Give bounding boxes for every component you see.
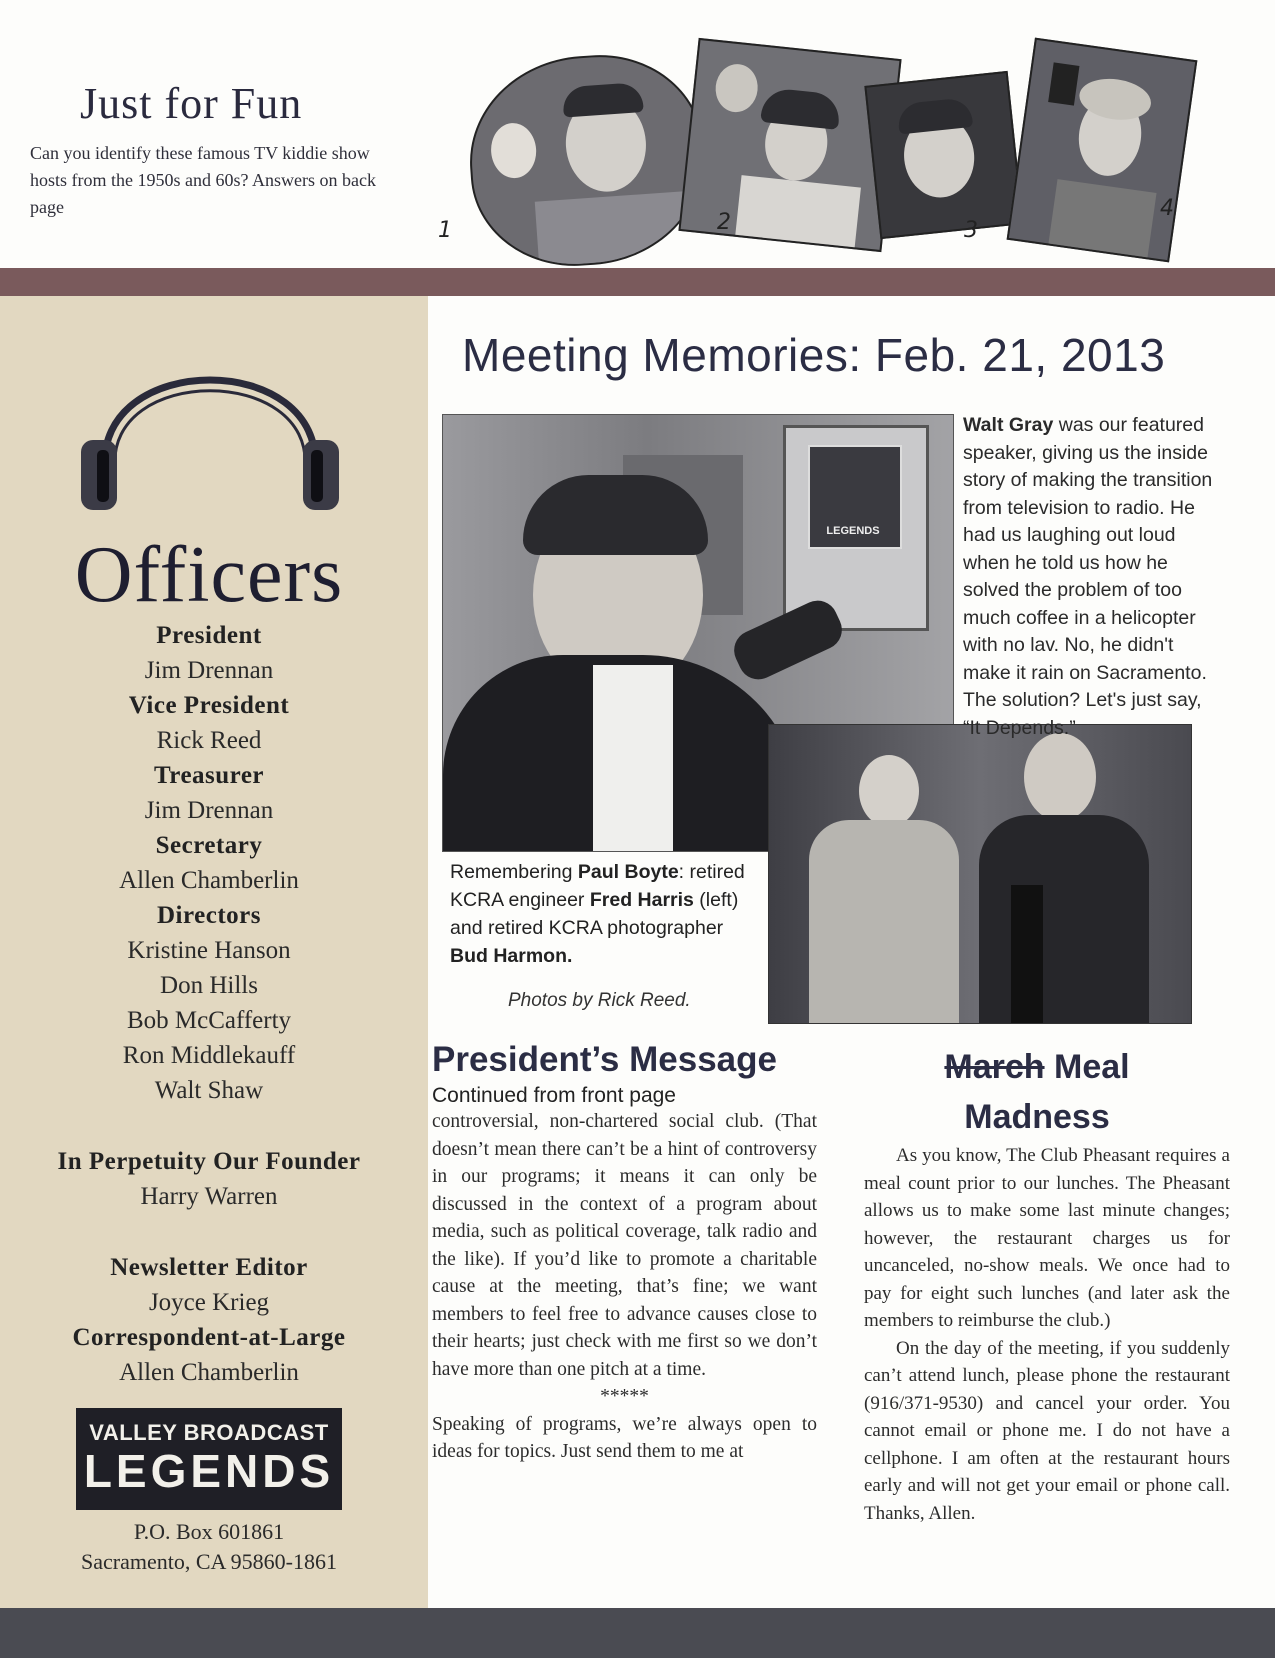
director-name: Walt Shaw xyxy=(154,1077,264,1104)
photo-number-1: 1 xyxy=(438,218,452,243)
valley-broadcast-legends-logo xyxy=(76,1408,342,1510)
meal-paragraph: As you know, The Club Pheasant requires a meal count prior to our lunches. The Pheasant allows us to make some last minute changes; however, the restaurant charges us for uncanceled, no-show meals. We once had to pay for eight such lunches (and later ask the members to reimburse the club.) xyxy=(864,1145,1230,1331)
director-name: Kristine Hanson xyxy=(127,937,291,964)
section-separator: ***** xyxy=(600,1386,649,1407)
photo-number-4: 4 xyxy=(1160,196,1174,221)
correspondent-name: Allen Chamberlin xyxy=(119,1359,299,1386)
walt-gray-paragraph xyxy=(963,412,1218,742)
photo-number-2: 2 xyxy=(717,210,731,235)
director-name: Ron Middlekauff xyxy=(122,1042,296,1069)
correspondent-role: Correspondent-at-Large xyxy=(72,1324,346,1351)
header-divider-bar xyxy=(0,268,1275,296)
director-name: Don Hills xyxy=(160,972,258,999)
host-photo-2 xyxy=(678,38,901,252)
officer-role: President xyxy=(156,622,262,649)
founder-role: In Perpetuity Our Founder xyxy=(57,1148,361,1175)
presidents-message-subtitle: Continued from front page xyxy=(432,1084,676,1107)
caption-name: Paul Boyte xyxy=(577,861,679,883)
meal-title-line-2: Madness xyxy=(964,1098,1110,1136)
officer-name: Rick Reed xyxy=(156,727,262,754)
photo-number-3: 3 xyxy=(964,218,978,243)
speaker-name: Walt Gray xyxy=(963,414,1054,436)
host-photo-3 xyxy=(864,71,1023,239)
officer-name: Allen Chamberlin xyxy=(119,867,299,894)
editor-name: Joyce Krieg xyxy=(148,1289,270,1316)
logo-line-1: VALLEY BROADCAST xyxy=(89,1420,329,1445)
logo-line-2: LEGENDS xyxy=(83,1445,335,1497)
footer-bar xyxy=(0,1608,1275,1658)
walt-gray-text: was our featured speaker, giving us the inside story of making the transition from television to radio. He had us laughing out loud when he told us how he solved the problem of too much coffee in a helicopter with no lav. No, he didn't make it rain on Sacramento. The solution? Let's just say, “It Depends.” xyxy=(963,414,1213,739)
meal-title-word: Meal xyxy=(1044,1048,1130,1086)
meeting-memories-title: Meeting Memories: Feb. 21, 2013 xyxy=(462,329,1166,381)
host-photo-1 xyxy=(463,48,711,273)
caption-name: Fred Harris xyxy=(589,889,694,911)
officer-name: Jim Drennan xyxy=(144,797,274,824)
presidents-message-title: President’s Message xyxy=(432,1040,777,1079)
photo-caption xyxy=(450,858,760,970)
presidents-message-paragraph: Speaking of programs, we’re always open to ideas for topics. Just send them to me at xyxy=(432,1413,817,1462)
presidents-message-body xyxy=(432,1108,817,1466)
officers-heading: Officers xyxy=(74,531,344,619)
officer-name: Jim Drennan xyxy=(144,657,274,684)
meal-paragraph: On the day of the meeting, if you suddenly can’t attend lunch, please phone the restaurant (916/371-9530) and cancel your order. You cannot email or phone me. I do not have a cellphone. I am often at the restaurant hours early and will not get your email or phone call. Thanks, Allen. xyxy=(864,1337,1230,1524)
fun-title: Just for Fun xyxy=(80,79,303,128)
caption-name: Bud Harmon. xyxy=(450,945,573,967)
director-name: Bob McCafferty xyxy=(126,1007,292,1034)
officer-role: Directors xyxy=(157,902,261,929)
mailing-address xyxy=(0,1517,418,1577)
caption-text: (left) and retired KCRA photographer xyxy=(450,889,739,939)
officer-role: Secretary xyxy=(155,832,263,859)
photo-sign-text: LEGENDS xyxy=(826,525,880,537)
headphones-icon xyxy=(75,310,345,550)
host-photo-4 xyxy=(1007,38,1198,263)
editor-role: Newsletter Editor xyxy=(110,1254,308,1281)
address-line-1: P.O. Box 601861 xyxy=(133,1519,285,1544)
photo-credit: Photos by Rick Reed. xyxy=(508,990,691,1011)
officers-list xyxy=(0,618,418,1390)
caption-text: Remembering xyxy=(450,861,578,883)
founder-name: Harry Warren xyxy=(140,1183,278,1210)
officer-role: Vice President xyxy=(128,692,290,719)
fun-description: Can you identify these famous TV kiddie show hosts from the 1950s and 60s? Answers on back page xyxy=(30,143,376,217)
harris-harmon-photo xyxy=(768,724,1192,1024)
presidents-message-paragraph: controversial, non-chartered social club. (That doesn’t mean there can’t be a hint of controversy in our programs; it means it can only be discussed in the context of a program about media, such as political coverage, talk radio and the like). If you’d like to promote a charitable cause at the meeting, that’s fine; we want members to feel free to advance causes close to their hearts; just check with me first so we don’t have more than one pitch at a time. xyxy=(432,1111,817,1380)
struck-month: March xyxy=(944,1048,1045,1086)
officer-role: Treasurer xyxy=(153,762,265,789)
address-line-2: Sacramento, CA 95860-1861 xyxy=(80,1549,338,1574)
meal-madness-title xyxy=(862,1042,1212,1142)
meal-madness-body xyxy=(864,1142,1230,1527)
caption-text: : retired KCRA engineer xyxy=(450,861,745,911)
